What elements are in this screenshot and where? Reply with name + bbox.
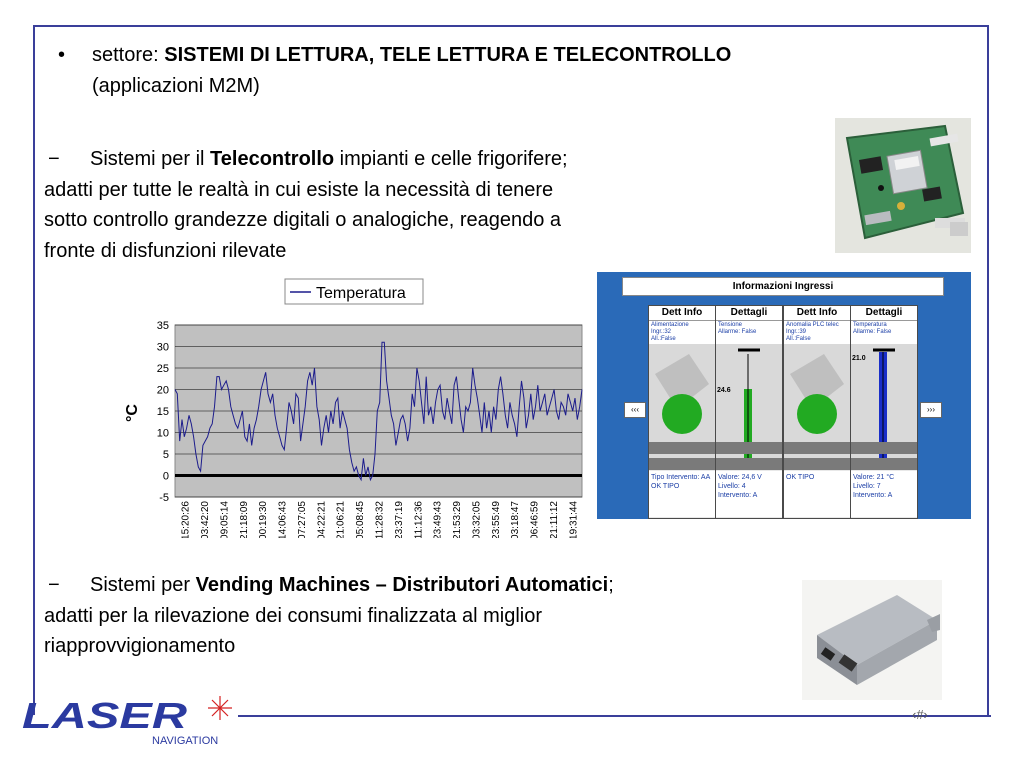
circuit-board-photo: [835, 118, 971, 253]
section1-dash: −: [48, 148, 60, 170]
x-tick-label: 21:11:12: [548, 501, 560, 538]
x-tick-label: 07:27:05: [296, 501, 308, 538]
x-tick-label: 03:42:20: [200, 501, 212, 538]
x-tick-label: 21:06:21: [335, 501, 347, 538]
panel-card-3: [783, 305, 851, 519]
logo-sub: NAVIGATION: [152, 735, 219, 747]
x-tick-label: 23:49:43: [432, 501, 444, 538]
y-tick-label: 35: [156, 320, 169, 332]
x-tick-label: 11:12:36: [413, 501, 425, 538]
section2-bold: Vending Machines – Distributori Automatici: [195, 574, 609, 596]
legend-label: Temperatura: [316, 285, 406, 302]
card-header: Dettagli: [716, 306, 782, 320]
x-tick-label: 04:22:21: [316, 501, 328, 538]
x-tick-label: 03:18:47: [510, 501, 522, 538]
laser-star-icon: [208, 696, 232, 720]
card-sub: Tensione Allarme: False: [716, 320, 782, 345]
section1-line1: [44, 145, 744, 173]
panel-card-1: [648, 305, 716, 519]
section1-line2: adatti per tutte le realtà in cui esiste la necessità di tenere: [44, 179, 554, 201]
x-tick-label: 15:20:26: [180, 501, 192, 538]
x-tick-label: 21:53:29: [452, 501, 464, 538]
y-tick-label: 20: [156, 384, 169, 397]
section2-dash: −: [48, 574, 60, 596]
card-footer: Valore: 24,6 V Livello: 4 Intervento: A: [716, 471, 782, 517]
section1-after: impianti e celle frigorifere;: [334, 148, 568, 170]
temperature-chart: [115, 278, 590, 538]
x-tick-labels: [181, 501, 580, 538]
bullet-bold: SISTEMI DI LETTURA, TELE LETTURA E TELECONTROLLO: [164, 44, 732, 66]
section2-line1: [44, 571, 784, 599]
panel-prev-arrow: ‹‹‹: [624, 402, 646, 418]
card-header: Dett Info: [649, 306, 715, 320]
section2-line3: riapprovvigionamento: [44, 635, 236, 657]
x-tick-label: 19:31:44: [568, 501, 580, 538]
logo-word: LASER: [22, 695, 187, 736]
y-tick-label: -5: [159, 492, 169, 504]
card-footer: OK TIPO: [784, 471, 850, 517]
card-sub: Temperatura Allarme: False: [851, 320, 917, 345]
section2-after: ;: [608, 574, 614, 596]
x-tick-label: 11:28:32: [374, 501, 386, 538]
control-panel-screenshot: [597, 272, 971, 519]
x-tick-label: 21:18:09: [238, 501, 250, 538]
x-tick-label: 05:08:45: [355, 501, 367, 538]
panel-card-2: [715, 305, 783, 519]
bullet-mark: •: [58, 44, 66, 66]
section1-bold: Telecontrollo: [210, 148, 335, 170]
x-tick-label: 14:06:43: [277, 501, 289, 538]
x-tick-label: 06:46:59: [529, 501, 541, 538]
y-tick-label: 25: [156, 363, 169, 375]
footer-rule: [238, 715, 991, 717]
section2-line2: adatti per la rilevazione dei consumi finalizzata al miglior: [44, 605, 543, 627]
card-footer: Tipo Intervento: AA OK TIPO: [649, 471, 715, 517]
x-tick-label: 23:37:19: [393, 501, 405, 538]
x-tick-label: 09:05:14: [219, 501, 231, 538]
section2-before: Sistemi per: [90, 574, 196, 596]
card-header: Dett Info: [784, 306, 850, 320]
laser-navigation-logo: [22, 694, 238, 754]
panel-title: Informazioni Ingressi: [622, 277, 944, 296]
status-ok-icon: [662, 394, 702, 434]
panel-next-arrow: ›››: [920, 402, 942, 418]
x-tick-label: 00:19:30: [258, 501, 270, 538]
x-tick-label: 23:55:49: [490, 501, 502, 538]
section1-before: Sistemi per il: [90, 148, 211, 170]
bullet-subline: (applicazioni M2M): [92, 75, 260, 97]
level-reading: 21.0: [852, 355, 866, 362]
y-tick-label: 0: [162, 470, 169, 483]
section1-line4: fronte di disfunzioni rilevate: [44, 240, 287, 262]
status-ok-icon: [797, 394, 837, 434]
y-tick-label: 10: [156, 427, 169, 440]
card-header: Dettagli: [851, 306, 917, 320]
y-axis-label: °C: [124, 404, 141, 422]
vending-device-photo: [802, 580, 942, 700]
bullet-heading: [58, 41, 928, 69]
slide-number: ‹#›: [912, 707, 928, 722]
level-reading: 24.6: [717, 387, 731, 394]
y-tick-labels: [157, 320, 169, 504]
card-footer: Valore: 21 °C Livello: 7 Intervento: A: [851, 471, 917, 517]
y-tick-label: 5: [162, 449, 169, 461]
bullet-prefix: settore:: [92, 44, 165, 66]
section1-line3: sotto controllo grandezze digitali o analogiche, reagendo a: [44, 209, 562, 231]
card-sub: Anomalia PLC telec Ingr.:39 All.:False: [784, 320, 850, 345]
panel-card-4: [850, 305, 918, 519]
x-tick-label: 03:32:05: [471, 501, 483, 538]
chart-svg: [115, 278, 590, 538]
y-tick-label: 15: [156, 406, 169, 418]
y-tick-label: 30: [156, 341, 169, 354]
card-sub: Alimentazione Ingr.:32 All.:False: [649, 320, 715, 345]
